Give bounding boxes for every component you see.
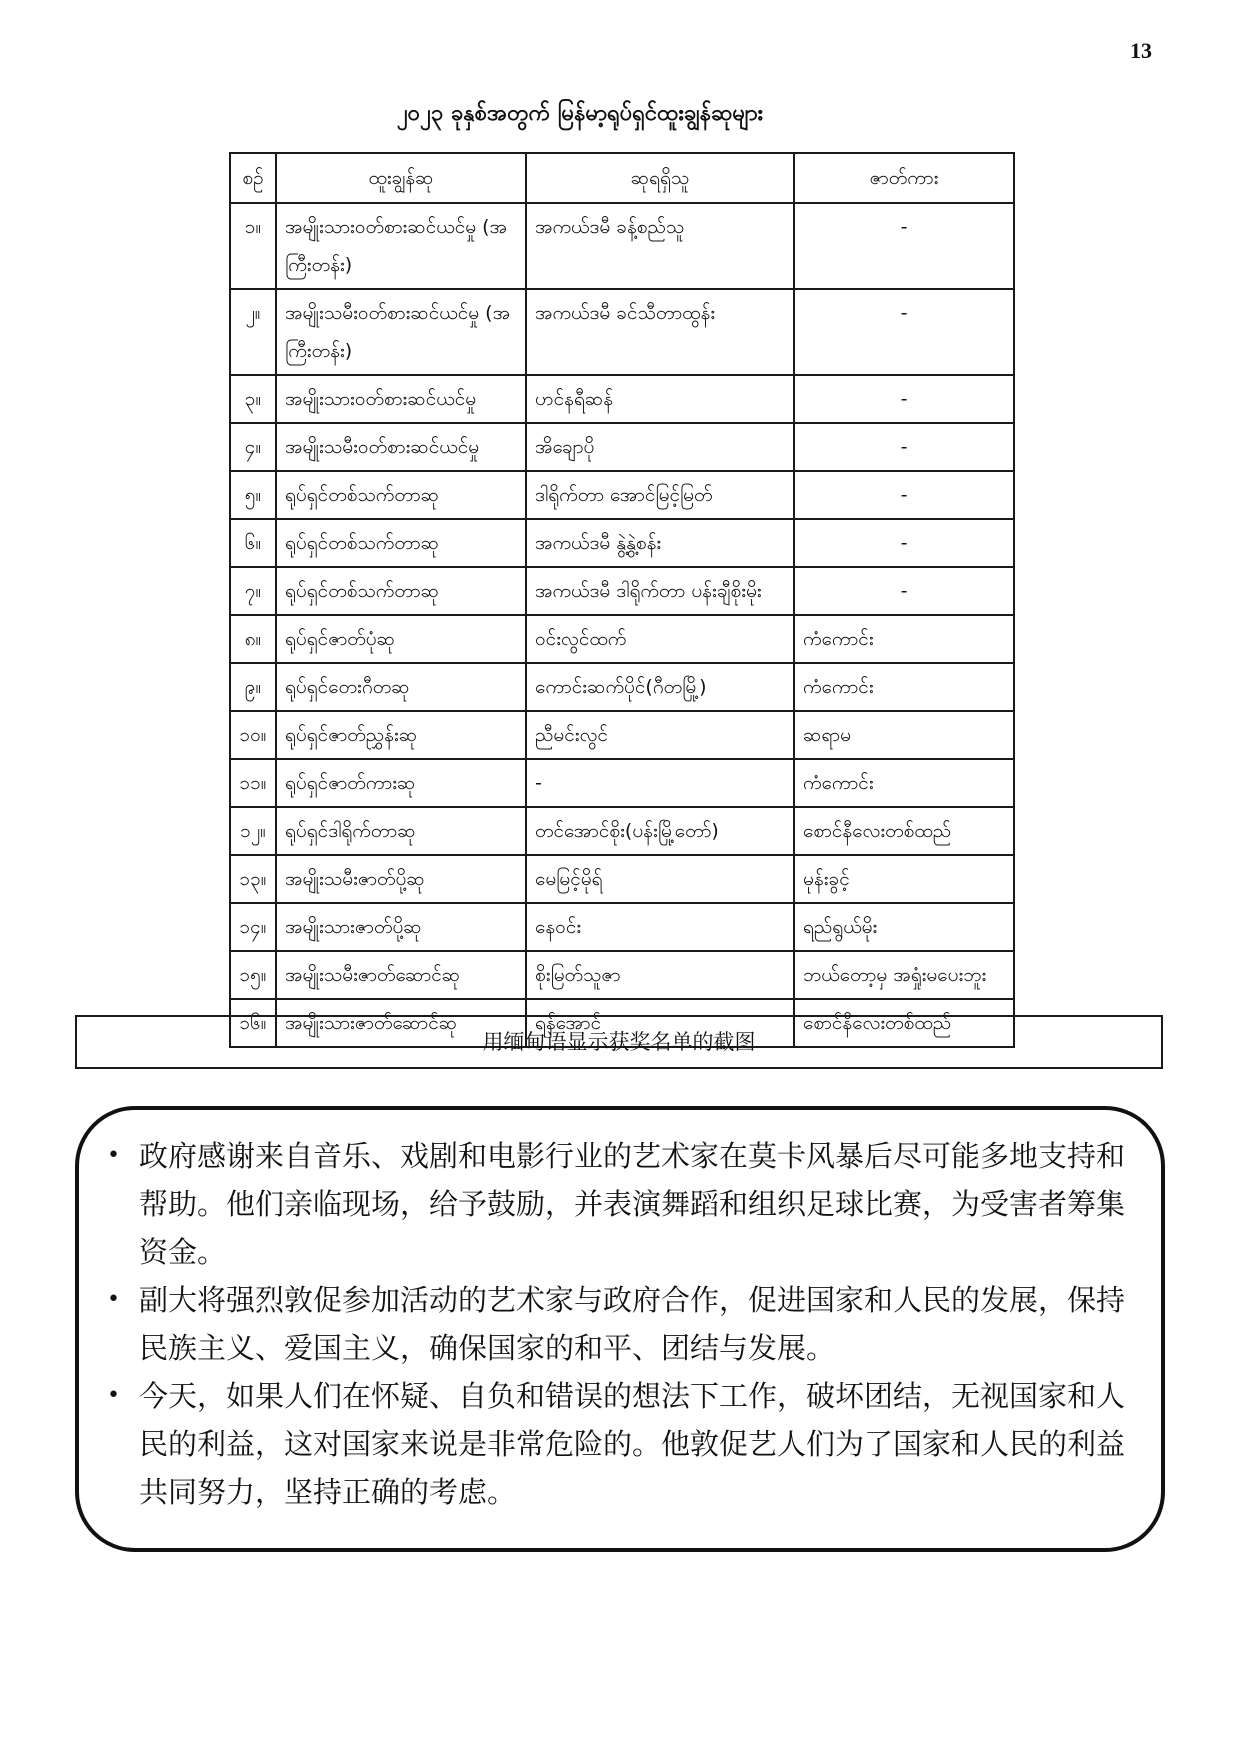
row-award: အမျိုးသမီးဝတ်စားဆင်ယင်မှု (အကြီးတန်း)	[276, 289, 526, 375]
table-row	[230, 663, 1014, 711]
row-award: အမျိုးသားဇာတ်ပို့ဆု	[276, 903, 526, 951]
row-film: -	[794, 203, 1014, 289]
row-film: ကံကောင်း	[794, 615, 1014, 663]
row-winner: ရန်အောင်	[526, 999, 794, 1047]
note-item	[107, 1276, 1131, 1372]
row-film: စောင်နီလေးတစ်ထည်	[794, 999, 1014, 1047]
row-award: အမျိုးသားဝတ်စားဆင်ယင်မှု (အကြီးတန်း)	[276, 203, 526, 289]
row-no: ၁၀။	[230, 711, 276, 759]
row-award: ရုပ်ရှင်ဇာတ်ကားဆု	[276, 759, 526, 807]
table-row	[230, 423, 1014, 471]
note-text: 副大将强烈敦促参加活动的艺术家与政府合作，促进国家和人民的发展，保持民族主义、爱国主义，确保国家的和平、团结与发展。	[139, 1283, 1126, 1365]
bullet-icon: •	[107, 1287, 120, 1312]
row-winner: အိချောပို	[526, 423, 794, 471]
note-item	[107, 1372, 1131, 1516]
row-film: မုန်းခွင့်	[794, 855, 1014, 903]
row-winner: ဟင်နရီဆန်	[526, 375, 794, 423]
row-award: ရုပ်ရှင်တစ်သက်တာဆု	[276, 567, 526, 615]
awards-table	[229, 152, 1015, 1048]
row-winner: -	[526, 759, 794, 807]
row-winner: အကယ်ဒမီ ဒါရိုက်တာ ပန်းချီစိုးမိုး	[526, 567, 794, 615]
row-winner: အကယ်ဒမီ နွဲ့နွဲ့စန်း	[526, 519, 794, 567]
row-winner: ညီမင်းလွင်	[526, 711, 794, 759]
bullet-icon: •	[107, 1383, 120, 1408]
row-no: ၃။	[230, 375, 276, 423]
row-no: ၁၅။	[230, 951, 276, 999]
note-text: 今天，如果人们在怀疑、自负和错误的想法下工作，破坏团结，无视国家和人民的利益，这对国家来说是非常危险的。他敦促艺人们为了国家和人民的利益共同努力，坚持正确的考虑。	[139, 1379, 1126, 1509]
row-film: ကံကောင်း	[794, 663, 1014, 711]
row-winner: နေဝင်း	[526, 903, 794, 951]
table-row	[230, 471, 1014, 519]
row-film: -	[794, 471, 1014, 519]
row-no: ၉။	[230, 663, 276, 711]
row-no: ၁။	[230, 203, 276, 289]
row-no: ၁၆။	[230, 999, 276, 1047]
row-no: ၁၄။	[230, 903, 276, 951]
notes-box	[75, 1106, 1165, 1552]
row-winner: ကောင်းဆက်ပိုင်(ဂီတမြို့)	[526, 663, 794, 711]
row-award: အမျိုးသားဝတ်စားဆင်ယင်မှု	[276, 375, 526, 423]
row-award: ရုပ်ရှင်တစ်သက်တာဆု	[276, 519, 526, 567]
row-winner: စိုးမြတ်သူဇာ	[526, 951, 794, 999]
table-row	[230, 615, 1014, 663]
row-award: ရုပ်ရှင်ဇာတ်ညွှန်းဆု	[276, 711, 526, 759]
row-no: ၂။	[230, 289, 276, 375]
table-row	[230, 519, 1014, 567]
row-winner: အကယ်ဒမီ ခန့်စည်သူ	[526, 203, 794, 289]
row-award: ရုပ်ရှင်ဇာတ်ပုံဆု	[276, 615, 526, 663]
table-row	[230, 855, 1014, 903]
table-row	[230, 567, 1014, 615]
row-film: ဘယ်တော့မှ အရှုံးမပေးဘူး	[794, 951, 1014, 999]
table-row	[230, 951, 1014, 999]
table-header-row	[230, 153, 1014, 203]
row-award: အမျိုးသမီးဇာတ်ဆောင်ဆု	[276, 951, 526, 999]
table-row	[230, 807, 1014, 855]
notes-list	[107, 1132, 1131, 1516]
bullet-icon: •	[107, 1143, 120, 1168]
row-no: ၇။	[230, 567, 276, 615]
row-no: ၁၂။	[230, 807, 276, 855]
table-row	[230, 375, 1014, 423]
row-film: စောင်နီလေးတစ်ထည်	[794, 807, 1014, 855]
page-number: 13	[1130, 38, 1152, 63]
row-winner: ဝင်းလွင်ထက်	[526, 615, 794, 663]
row-winner: မေမြင့်မိုရ်	[526, 855, 794, 903]
row-winner: ဒါရိုက်တာ အောင်မြင့်မြတ်	[526, 471, 794, 519]
row-no: ၆။	[230, 519, 276, 567]
row-winner: အကယ်ဒမီ ခင်သီတာထွန်း	[526, 289, 794, 375]
table-row	[230, 203, 1014, 289]
row-award: ရုပ်ရှင်တစ်သက်တာဆု	[276, 471, 526, 519]
row-no: ၁၁။	[230, 759, 276, 807]
row-no: ၁၃။	[230, 855, 276, 903]
table-title: ၂၀၂၃ ခုနှစ်အတွက် မြန်မာ့ရုပ်ရှင်ထူးချွန်ဆုများ	[396, 101, 764, 126]
header-no: စဉ်	[230, 153, 276, 203]
row-film: -	[794, 375, 1014, 423]
table-row	[230, 711, 1014, 759]
row-award: ရုပ်ရှင်တေးဂီတဆု	[276, 663, 526, 711]
table-row	[230, 289, 1014, 375]
header-winner: ဆုရရှိသူ	[526, 153, 794, 203]
header-award: ထူးချွန်ဆု	[276, 153, 526, 203]
row-award: အမျိုးသားဇာတ်ဆောင်ဆု	[276, 999, 526, 1047]
row-film: -	[794, 519, 1014, 567]
table-row	[230, 903, 1014, 951]
row-award: ရုပ်ရှင်ဒါရိုက်တာဆု	[276, 807, 526, 855]
row-no: ၄။	[230, 423, 276, 471]
image-caption: 用缅甸语显示获奖名单的截图	[75, 1015, 1163, 1069]
row-film: -	[794, 423, 1014, 471]
table-row	[230, 759, 1014, 807]
row-no: ၅။	[230, 471, 276, 519]
row-film: -	[794, 567, 1014, 615]
row-no: ၈။	[230, 615, 276, 663]
note-text: 政府感谢来自音乐、戏剧和电影行业的艺术家在莫卡风暴后尽可能多地支持和帮助。他们亲临现场，给予鼓励，并表演舞蹈和组织足球比赛，为受害者筹集资金。	[139, 1139, 1126, 1269]
row-award: အမျိုးသမီးဝတ်စားဆင်ယင်မှု	[276, 423, 526, 471]
row-film: ရည်ရွယ်မိုး	[794, 903, 1014, 951]
row-winner: တင်အောင်စိုး(ပန်းမြို့တော်)	[526, 807, 794, 855]
row-film: ကံကောင်း	[794, 759, 1014, 807]
header-film: ဇာတ်ကား	[794, 153, 1014, 203]
row-film: ဆရာမ	[794, 711, 1014, 759]
row-award: အမျိုးသမီးဇာတ်ပို့ဆု	[276, 855, 526, 903]
row-film: -	[794, 289, 1014, 375]
note-item	[107, 1132, 1131, 1276]
